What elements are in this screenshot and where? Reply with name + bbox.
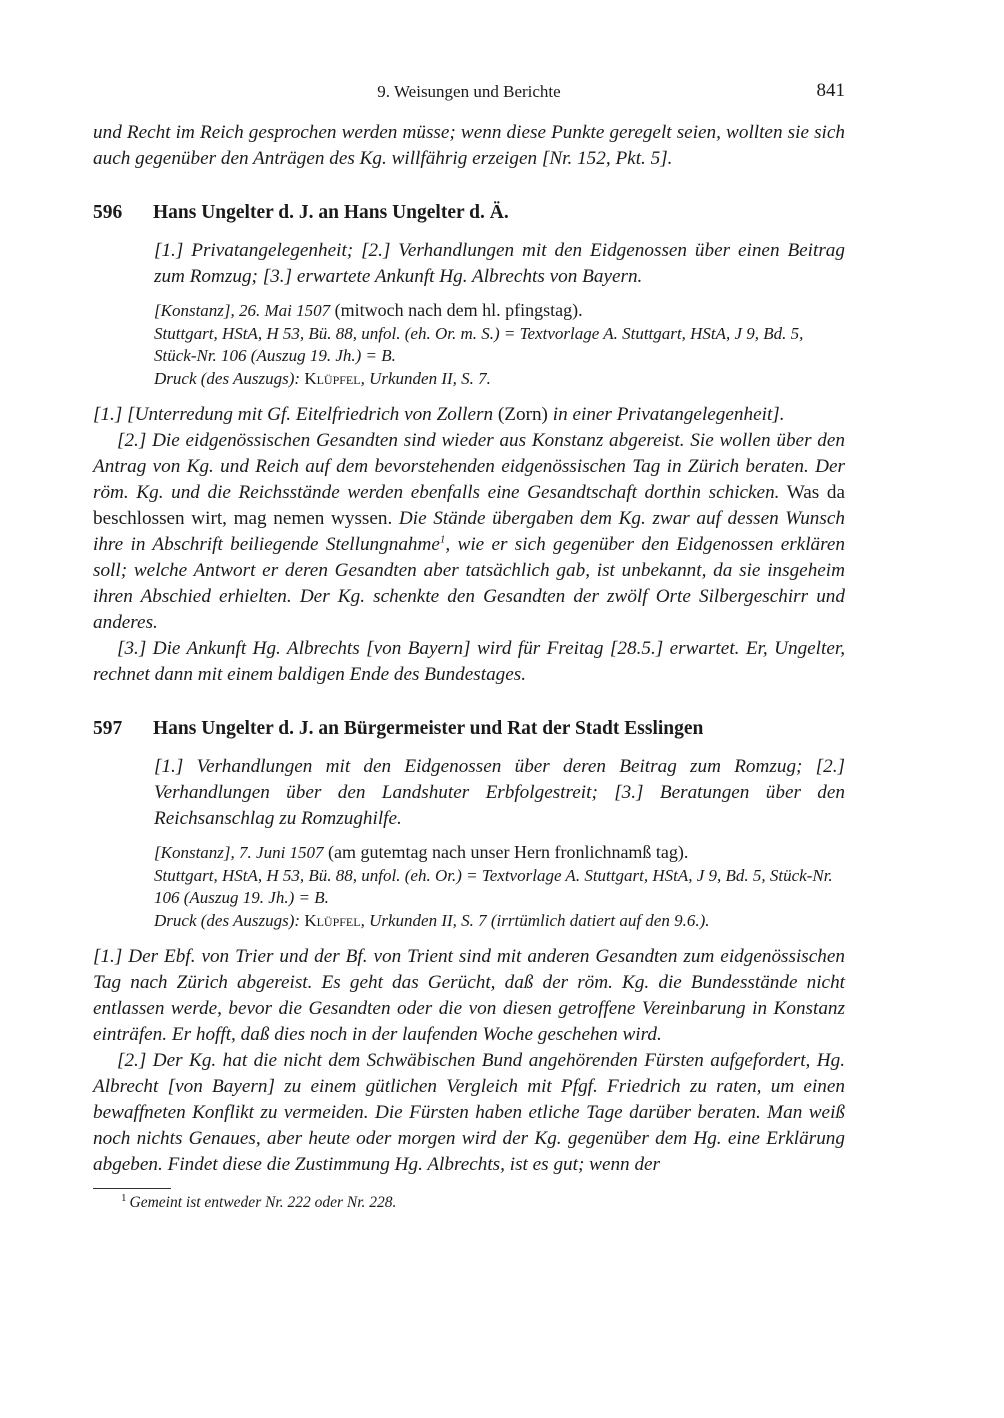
body-paragraph-1: [1.] Der Ebf. von Trier und der Bf. von Trient sind mit anderen Gesandten zum eidgenössischen Tag nach Zürich abgereist. Es geht das Gerücht, daß der röm. Kg. die Bundesstände nicht entlassen werde, bevor die Gesandten oder die von diesen getroffene Vereinbarung in Konstanz einträfen. Er hofft, daß dies noch in der laufenden Woche geschehen wird. [93,946,845,1045]
body-paragraph-3: [3.] Die Ankunft Hg. Albrechts [von Bayern] wird für Freitag [28.5.] erwartet. Er, Ungelter, rechnet dann mit einem baldigen Ende des Bundestages. [93,638,845,685]
footnotes [93,1188,845,1213]
entry-source: Stuttgart, HStA, H 53, Bü. 88, unfol. (eh. Or.) = Textvorlage A. Stuttgart, HStA, J 9, Bd. 5, Stück-Nr. 106 (Auszug 19. Jh.) = B. [154,865,833,907]
entry-title: Hans Ungelter d. J. an Hans Ungelter d. Ä. [153,202,509,223]
entry-print: Druck (des Auszugs): Klüpfel, Urkunden II, S. 7 (irrtümlich datiert auf den 9.6.). [154,910,710,930]
entry-source: Stuttgart, HStA, H 53, Bü. 88, unfol. (eh. Or. m. S.) = Textvorlage A. Stuttgart, HStA, J 9, Bd. 5, Stück-Nr. 106 (Auszug 19. Jh.) = B. [154,323,804,365]
body-paragraph-2: [2.] Der Kg. hat die nicht dem Schwäbischen Bund angehörenden Fürsten aufgefordert, Hg. Albrecht [von Bayern] zu einem gütlichen Vergleich mit Pfgf. Friedrich zu raten, um einen bewaffneten Konflikt zu vermeiden. Die Fürsten haben etliche Tage darüber beraten. Man weiß noch nichts Genaues, aber heute oder morgen wird der Kg. gegenüber dem Hg. eine Erklärung abgeben. Findet diese die Zustimmung Hg. Albrechts, ist es gut; wenn der [93,1050,845,1175]
entry-heading [93,718,845,740]
footnote-1: $^1$ Gemeint ist entweder Nr. 222 oder Nr. 228. [121,1191,397,1211]
entry-number: 596 [93,202,123,223]
intro-paragraph: und Recht im Reich gesprochen werden müsse; wenn diese Punkte geregelt seien, wollten sie sich auch gegenüber den Anträgen des Kg. willfährig erzeigen [Nr. 152, Pkt. 5]. [93,122,845,169]
footnote-reference[interactable]: 1 [439,533,446,546]
body-paragraph-1: [1.] [Unterredung mit Gf. Eitelfriedrich von Zollern (Zorn) in einer Privatangelegenheit]. [93,404,785,425]
entry-title: Hans Ungelter d. J. an Bürgermeister und Rat der Stadt Esslingen [153,718,704,739]
entry-metadata [154,841,845,932]
entry-print: Druck (des Auszugs): Klüpfel, Urkunden II, S. 7. [154,368,491,388]
page-number: 841 [816,80,845,101]
page-header [93,78,845,106]
running-head: 9. Weisungen und Berichte [377,82,561,101]
entry-number: 597 [93,718,123,739]
entry-summary: [1.] Privatangelegenheit; [2.] Verhandlungen mit den Eidgenossen über einen Beitrag zum Romzug; [3.] erwartete Ankunft Hg. Albrechts von Bayern. [154,240,845,287]
entry-date: [Konstanz], 26. Mai 1507 (mitwoch nach dem hl. pfingstag). [154,300,583,320]
footnote-rule [93,1188,171,1189]
page [93,78,845,1213]
entry-heading [93,202,845,224]
body-paragraph-2: [2.] Die eidgenössischen Gesandten sind wieder aus Konstanz abgereist. Sie wollen über den Antrag von Kg. und Reich auf dem bevorstehenden eidgenössischen Tag in Zürich beraten. Der röm. Kg. und die Reichsstände werden ebenfalls eine Gesandtschaft dorthin schicken. Was da beschlossen wirt, mag nemen wyssen. Die Stände übergaben dem Kg. zwar auf dessen Wunsch ihre in Abschrift beiliegende Stellungnahme$^1$, wie er sich gegenüber den Eidgenossen erklären soll; welche Antwort er deren Gesandten aber tatsächlich gab, ist unbekannt, da sie insgeheim ihren Abschied erhielten. Der Kg. schenkte den Gesandten der zwölf Orte Silbergeschirr und anderes. [93,430,845,633]
entry-summary: [1.] Verhandlungen mit den Eidgenossen über deren Beitrag zum Romzug; [2.] Verhandlungen über den Landshuter Erbfolgestreit; [3.] Beratungen über den Reichsanschlag zu Romzughilfe. [154,756,845,829]
entry-date: [Konstanz], 7. Juni 1507 (am gutemtag nach unser Hern fronlichnamß tag). [154,842,689,862]
entry-596 [93,202,845,688]
entry-metadata [154,299,845,390]
entry-597 [93,718,845,1178]
